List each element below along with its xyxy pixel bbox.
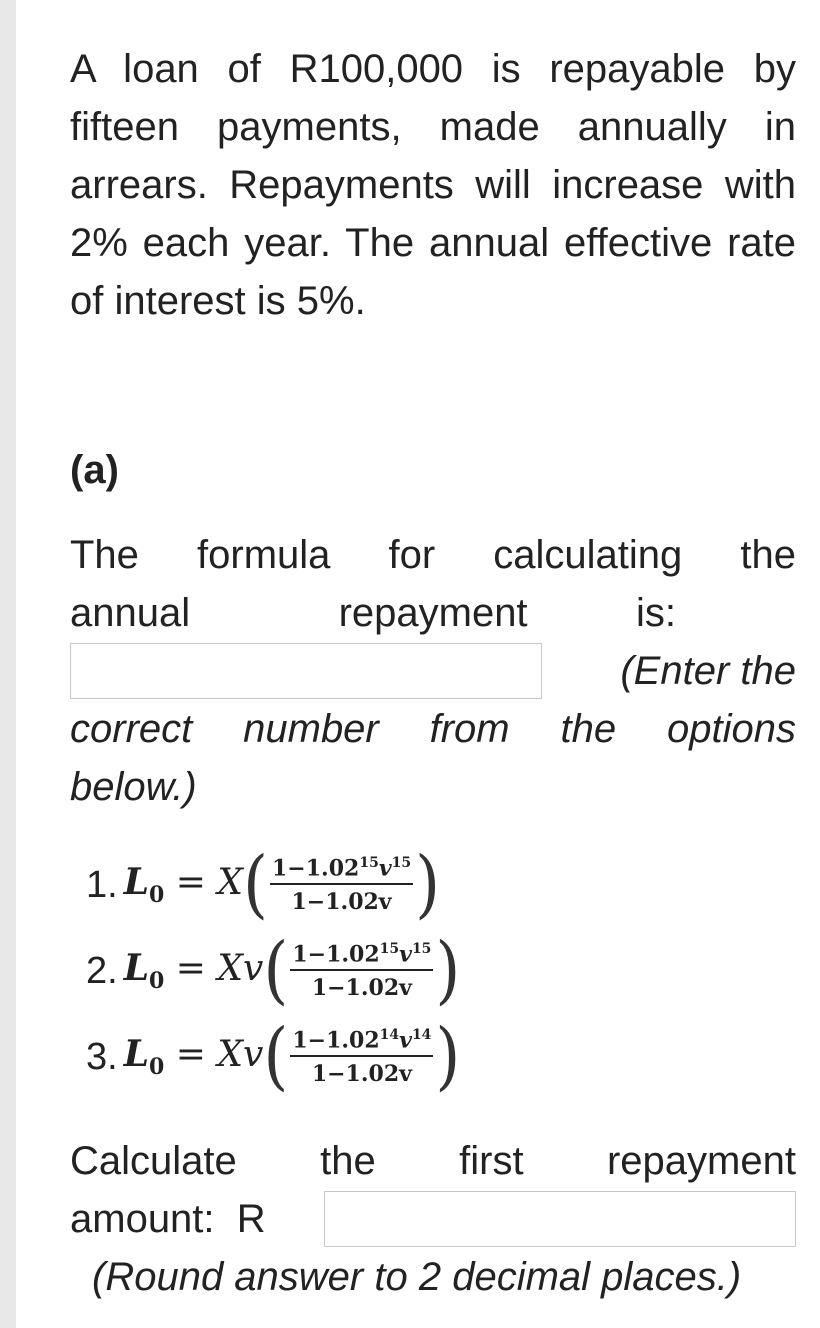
word: the (320, 1139, 376, 1183)
right-paren: ) (415, 842, 441, 928)
first-repayment-question (70, 1132, 796, 1306)
word: repayment (606, 1139, 796, 1183)
denominator: 1−1.02v (311, 975, 412, 1002)
num-a: 1−1.02 (272, 855, 360, 882)
formula-options (86, 842, 586, 1100)
word: the (740, 533, 796, 577)
repayment-answer-input[interactable] (324, 1191, 796, 1247)
repayment-answer-row (70, 1190, 796, 1248)
part-a-heading: (a) (70, 448, 119, 492)
word: is: (635, 591, 676, 635)
numerator (290, 941, 433, 971)
word: repayment (338, 591, 528, 635)
rhs: = Xv (175, 948, 264, 990)
right-paren: ) (435, 928, 461, 1014)
subscript: 0 (149, 1054, 165, 1081)
formula-prompt-line-1 (70, 526, 796, 584)
option-number: 2. (86, 949, 118, 992)
formula-answer-input[interactable] (70, 643, 542, 699)
word: Calculate (70, 1139, 237, 1183)
formula-question (70, 526, 796, 816)
word: from (429, 707, 510, 751)
fraction (270, 855, 413, 915)
left-paren: ( (243, 842, 268, 928)
word: for (388, 533, 436, 577)
subscript: 0 (149, 968, 165, 995)
formula-answer-row (70, 642, 796, 700)
option-number: 3. (86, 1035, 118, 1078)
option-2 (86, 928, 586, 1014)
denominator: 1−1.02v (311, 1061, 412, 1088)
repayment-prompt-line-1 (70, 1132, 796, 1190)
left-paren: ( (263, 928, 289, 1014)
exp: 15 (359, 854, 379, 871)
round-note: (Round answer to 2 decimal places.) (92, 1255, 742, 1299)
option-formula (124, 1033, 264, 1080)
instruction-end (70, 758, 796, 816)
denominator: 1−1.02v (291, 889, 392, 916)
instruction-start: (Enter the (620, 649, 796, 693)
exp: 15 (391, 854, 412, 871)
rhs: = X (175, 862, 244, 904)
word: correct (70, 707, 193, 751)
word: options (666, 707, 796, 751)
amount-label: amount: R (70, 1197, 266, 1241)
lhs: L (123, 1033, 150, 1076)
round-note-row (70, 1248, 796, 1306)
left-border (0, 0, 16, 1328)
word: the (560, 707, 617, 751)
right-paren: ) (435, 1014, 461, 1100)
num-a: 1−1.02 (292, 1027, 380, 1054)
word: number (243, 707, 379, 751)
option-formula (124, 947, 264, 994)
num-a: 1−1.02 (292, 941, 380, 968)
word: formula (197, 533, 331, 577)
numerator (290, 1027, 433, 1057)
exp: 14 (411, 1026, 432, 1043)
problem-text: A loan of R100,000 is repayable by fifteen payments, made annually in arrears. Repayments will increase with 2% each year. The annual effective rate of interest is 5%. (70, 47, 796, 323)
lhs: L (123, 861, 150, 904)
fraction (290, 941, 433, 1001)
word: first (459, 1139, 524, 1183)
left-paren: ( (263, 1014, 289, 1100)
lhs: L (123, 947, 150, 990)
exp: 15 (411, 940, 432, 957)
option-3 (86, 1014, 586, 1100)
numerator (270, 855, 413, 885)
word: calculating (493, 533, 683, 577)
option-formula (124, 861, 243, 908)
formula-prompt-line-2 (70, 584, 796, 642)
word: The (70, 533, 139, 577)
num-b: v (399, 1027, 412, 1054)
option-number: 1. (86, 863, 118, 906)
instruction-end-text: below.) (70, 765, 197, 809)
option-1 (86, 842, 586, 928)
exp: 14 (379, 1026, 400, 1043)
exp: 15 (379, 940, 400, 957)
problem-statement (70, 40, 796, 330)
rhs: = Xv (175, 1034, 264, 1076)
word: annual (70, 591, 191, 635)
instruction-line-2 (70, 700, 796, 758)
num-b: v (378, 855, 392, 882)
subscript: 0 (149, 882, 165, 909)
fraction (290, 1027, 433, 1087)
num-b: v (399, 941, 412, 968)
